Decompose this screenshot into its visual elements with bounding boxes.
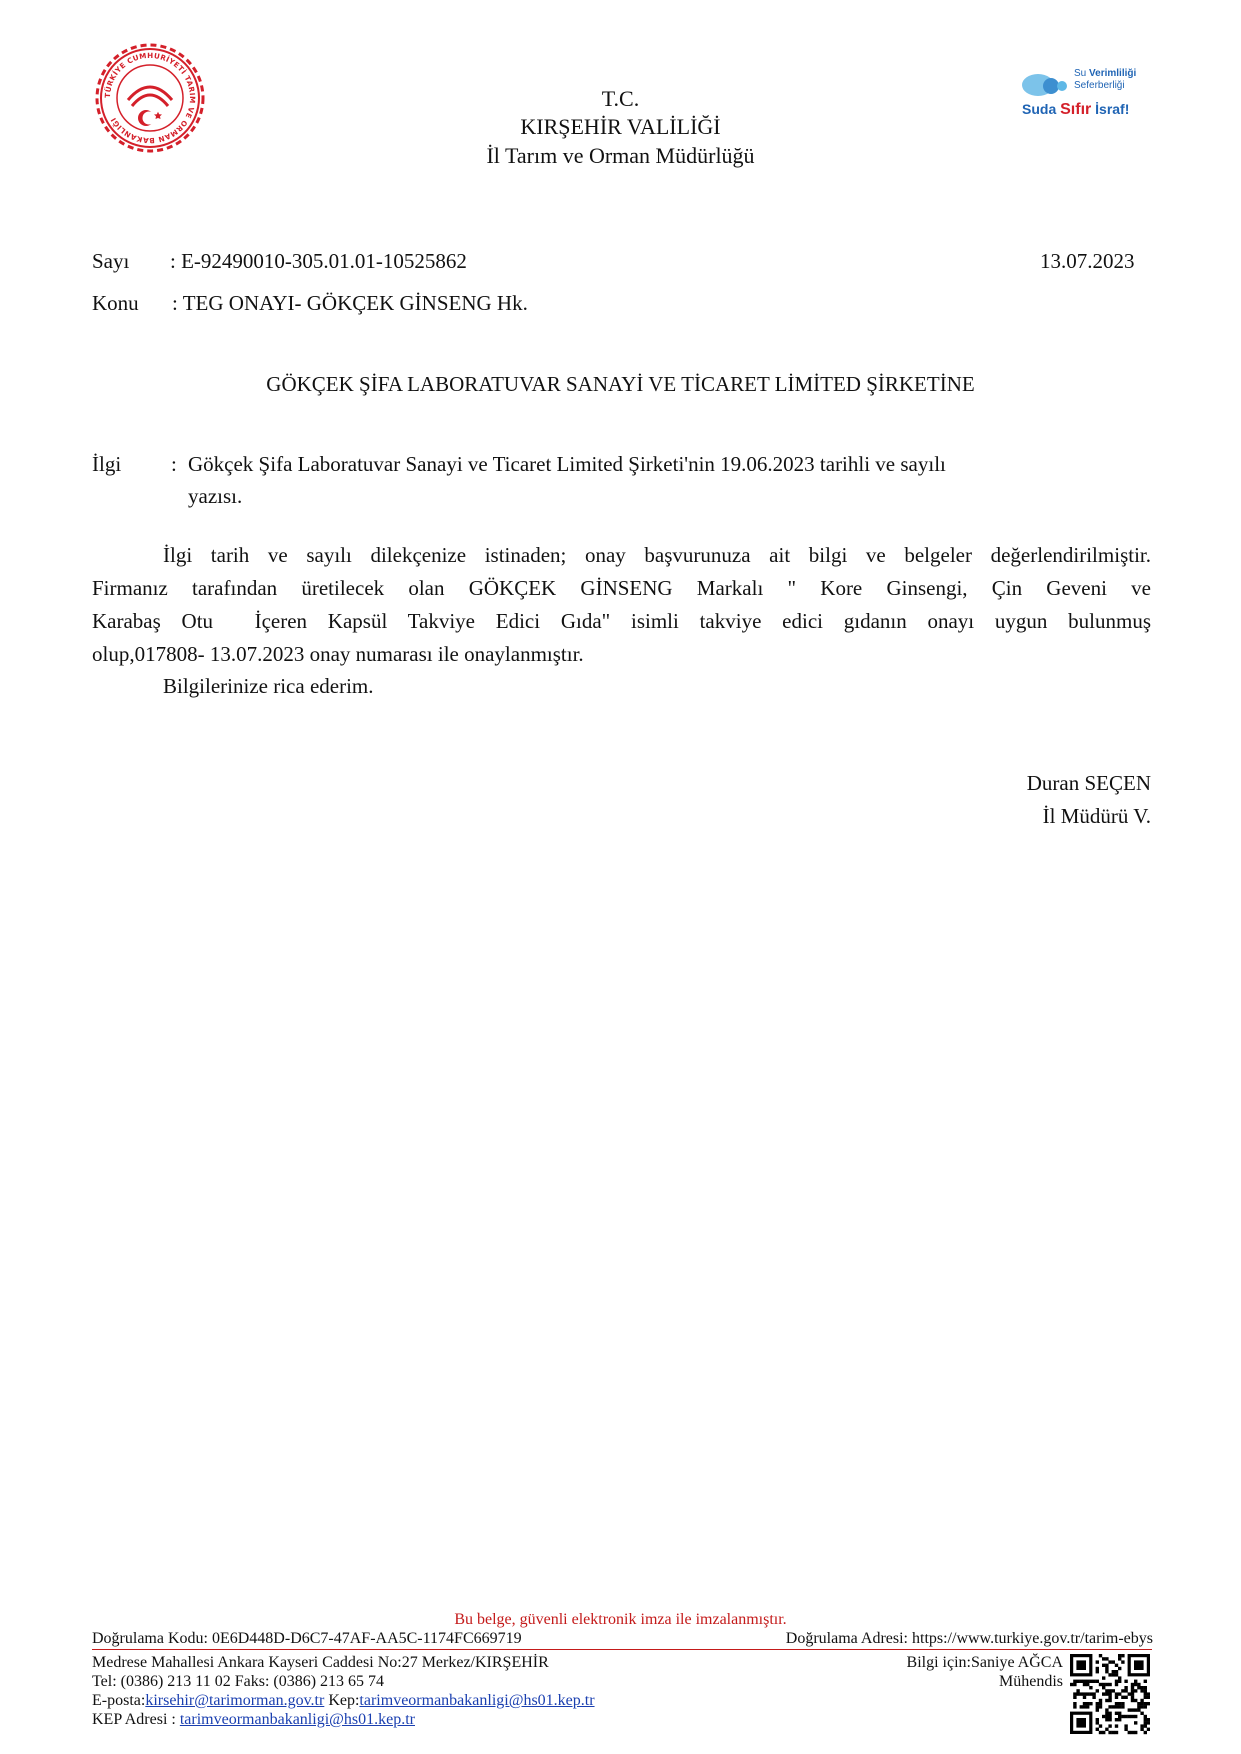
body-line-2: Firmanız tarafından üretilecek olan GÖKÇEK GİNSENG Markalı " Kore Ginsengi, Çin Geveni ve xyxy=(92,576,1151,600)
campaign-line2: Seferberliği xyxy=(1074,80,1125,91)
kep-address-label: KEP Adresi : xyxy=(92,1711,180,1728)
esign-notice: Bu belge, güvenli elektronik imza ile imzalanmıştır. xyxy=(454,1611,787,1628)
body-line-4: olup,017808- 13.07.2023 onay numarası ile onaylanmıştır. xyxy=(92,642,584,666)
header-line-tc: T.C. xyxy=(601,86,640,111)
ilgi-line-1: Gökçek Şifa Laboratuvar Sanayi ve Ticaret Limited Şirketi'nin 19.06.2023 tarihli ve sayılı xyxy=(188,452,946,476)
ilgi-line-2: yazısı. xyxy=(188,484,243,508)
info-title: Mühendis xyxy=(999,1673,1063,1690)
konu-label: Konu xyxy=(92,291,139,315)
document-date: 13.07.2023 xyxy=(1040,249,1135,273)
campaign-line3-c: İsraf! xyxy=(1091,101,1130,117)
campaign-line3-a: Suda xyxy=(1022,101,1061,117)
body-line-3: Karabaş Otu İçeren Kapsül Takviye Edici Gıda" isimli takviye edici gıdanın onayı uygun bulunmuş xyxy=(92,609,1151,633)
footer-phone: Tel: (0386) 213 11 02 Faks: (0386) 213 65 74 xyxy=(92,1673,385,1690)
body-line-1: İlgi tarih ve sayılı dilekçenize istinaden; onay başvurunuza ait bilgi ve belgeler değerlendirilmiştir. xyxy=(163,543,1151,567)
email-link[interactable]: kirsehir@tarimorman.gov.tr xyxy=(145,1692,325,1709)
footer-address: Medrese Mahallesi Ankara Kayseri Caddesi No:27 Merkez/KIRŞEHİR xyxy=(92,1654,549,1671)
kep-link[interactable]: tarimveormanbakanligi@hs01.kep.tr xyxy=(359,1692,595,1709)
email-label: E-posta: xyxy=(92,1692,146,1709)
ilgi-colon: : xyxy=(171,452,177,476)
campaign-line3-b: Sıfır xyxy=(1060,101,1092,118)
kep-address-link[interactable]: tarimveormanbakanligi@hs01.kep.tr xyxy=(179,1711,415,1728)
verify-code: Doğrulama Kodu: 0E6D448D-D6C7-47AF-AA5C-1174FC669719 xyxy=(92,1630,522,1647)
konu-value: : TEG ONAYI- GÖKÇEK GİNSENG Hk. xyxy=(172,291,528,315)
recipient: GÖKÇEK ŞİFA LABORATUVAR SANAYİ VE TİCARET LİMİTED ŞİRKETİNE xyxy=(266,372,975,396)
footer-contact xyxy=(92,1691,595,1710)
campaign-line1-a: Su xyxy=(1074,68,1090,79)
sayi-label: Sayı xyxy=(92,249,130,273)
kep-label: Kep: xyxy=(324,1692,360,1709)
verify-address: Doğrulama Adresi: https://www.turkiye.gov.tr/tarim-ebys xyxy=(785,1630,1153,1647)
campaign-line1-b: Verimliliği xyxy=(1089,68,1137,79)
qr-code-icon xyxy=(1070,1654,1150,1736)
footer-divider xyxy=(92,1649,1152,1650)
sayi-value: : E-92490010-305.01.01-10525862 xyxy=(170,249,467,273)
footer-kep-address xyxy=(92,1710,415,1729)
signatory-name: Duran SEÇEN xyxy=(1026,771,1151,795)
header-line-valilik: KIRŞEHİR VALİLİĞİ xyxy=(520,114,721,139)
ilgi-label: İlgi xyxy=(92,452,122,476)
info-contact: Bilgi için:Saniye AĞCA xyxy=(906,1654,1063,1671)
emblem-ring-text: TÜRKİYE CUMHURİYETİ TARIM VE ORMAN BAKANLIĞI xyxy=(102,50,198,146)
closing-line: Bilgilerinize rica ederim. xyxy=(163,674,374,698)
header-line-mudurluk: İl Tarım ve Orman Müdürlüğü xyxy=(486,143,755,168)
signatory-title: İl Müdürü V. xyxy=(1042,804,1151,828)
